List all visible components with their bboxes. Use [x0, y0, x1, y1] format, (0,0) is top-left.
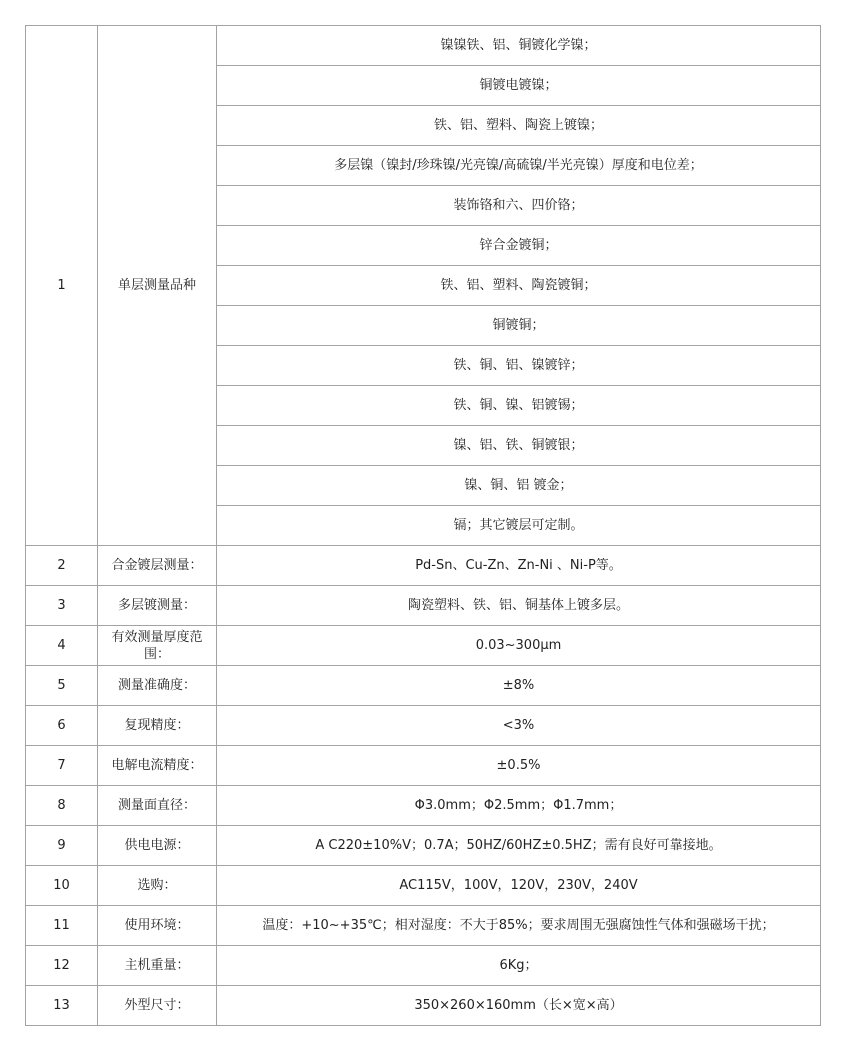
row-item: 测量准确度： — [98, 666, 217, 706]
row-number: 5 — [26, 666, 98, 706]
row-value: 铜镀电镀镍； — [217, 66, 821, 106]
row-value: 装饰铬和六、四价铬； — [217, 186, 821, 226]
spec-table — [25, 25, 821, 1026]
table-row — [26, 746, 821, 786]
row-item: 有效测量厚度范围： — [98, 626, 217, 666]
table-row — [26, 626, 821, 666]
row-number: 3 — [26, 586, 98, 626]
row-value: 铁、铝、塑料、陶瓷镀铜； — [217, 266, 821, 306]
row-item: 合金镀层测量： — [98, 546, 217, 586]
row-value: 镉；其它镀层可定制。 — [217, 506, 821, 546]
row-item: 复现精度： — [98, 706, 217, 746]
row-value: 6Kg； — [217, 946, 821, 986]
row-number: 7 — [26, 746, 98, 786]
row-value: 0.03~300μm — [217, 626, 821, 666]
row-item: 主机重量： — [98, 946, 217, 986]
table-row — [26, 826, 821, 866]
row-item: 测量面直径： — [98, 786, 217, 826]
row-value: AC115V，100V，120V，230V，240V — [217, 866, 821, 906]
row-number: 2 — [26, 546, 98, 586]
row-item: 多层镀测量： — [98, 586, 217, 626]
row-item: 选购： — [98, 866, 217, 906]
row-value: 铁、铜、镍、铝镀锡； — [217, 386, 821, 426]
table-row — [26, 706, 821, 746]
table-row — [26, 546, 821, 586]
row-number: 6 — [26, 706, 98, 746]
table-row — [26, 586, 821, 626]
row-number: 4 — [26, 626, 98, 666]
row-item: 单层测量品种 — [98, 26, 217, 546]
table-row — [26, 26, 821, 66]
row-value: 陶瓷塑料、铁、铝、铜基体上镀多层。 — [217, 586, 821, 626]
row-value: 铜镀铜； — [217, 306, 821, 346]
row-value: 铁、铝、塑料、陶瓷上镀镍； — [217, 106, 821, 146]
table-row — [26, 986, 821, 1026]
row-value: 多层镍（镍封/珍珠镍/光亮镍/高硫镍/半光亮镍）厚度和电位差； — [217, 146, 821, 186]
table-row — [26, 786, 821, 826]
row-number: 9 — [26, 826, 98, 866]
table-row — [26, 946, 821, 986]
row-value: 锌合金镀铜； — [217, 226, 821, 266]
row-item: 供电电源： — [98, 826, 217, 866]
row-value: <3% — [217, 706, 821, 746]
row-item: 电解电流精度： — [98, 746, 217, 786]
row-value: Φ3.0mm；Φ2.5mm；Φ1.7mm； — [217, 786, 821, 826]
row-value: 镍、铜、铝 镀金； — [217, 466, 821, 506]
row-value: 镍、铝、铁、铜镀银； — [217, 426, 821, 466]
row-value: A C220±10%V；0.7A；50HZ/60HZ±0.5HZ；需有良好可靠接地。 — [217, 826, 821, 866]
row-number: 10 — [26, 866, 98, 906]
row-value: ±0.5% — [217, 746, 821, 786]
row-number: 11 — [26, 906, 98, 946]
row-value: 镍镍铁、铝、铜镀化学镍； — [217, 26, 821, 66]
row-value: 350×260×160mm（长×宽×高） — [217, 986, 821, 1026]
row-value: 温度：+10~+35℃；相对湿度：不大于85%；要求周围无强腐蚀性气体和强磁场干扰； — [217, 906, 821, 946]
table-row — [26, 666, 821, 706]
row-item: 外型尺寸： — [98, 986, 217, 1026]
row-number: 8 — [26, 786, 98, 826]
row-number: 1 — [26, 26, 98, 546]
row-number: 13 — [26, 986, 98, 1026]
row-value: Pd-Sn、Cu-Zn、Zn-Ni 、Ni-P等。 — [217, 546, 821, 586]
row-value: ±8% — [217, 666, 821, 706]
row-number: 12 — [26, 946, 98, 986]
row-item: 使用环境： — [98, 906, 217, 946]
table-row — [26, 866, 821, 906]
row-value: 铁、铜、铝、镍镀锌； — [217, 346, 821, 386]
table-row — [26, 906, 821, 946]
